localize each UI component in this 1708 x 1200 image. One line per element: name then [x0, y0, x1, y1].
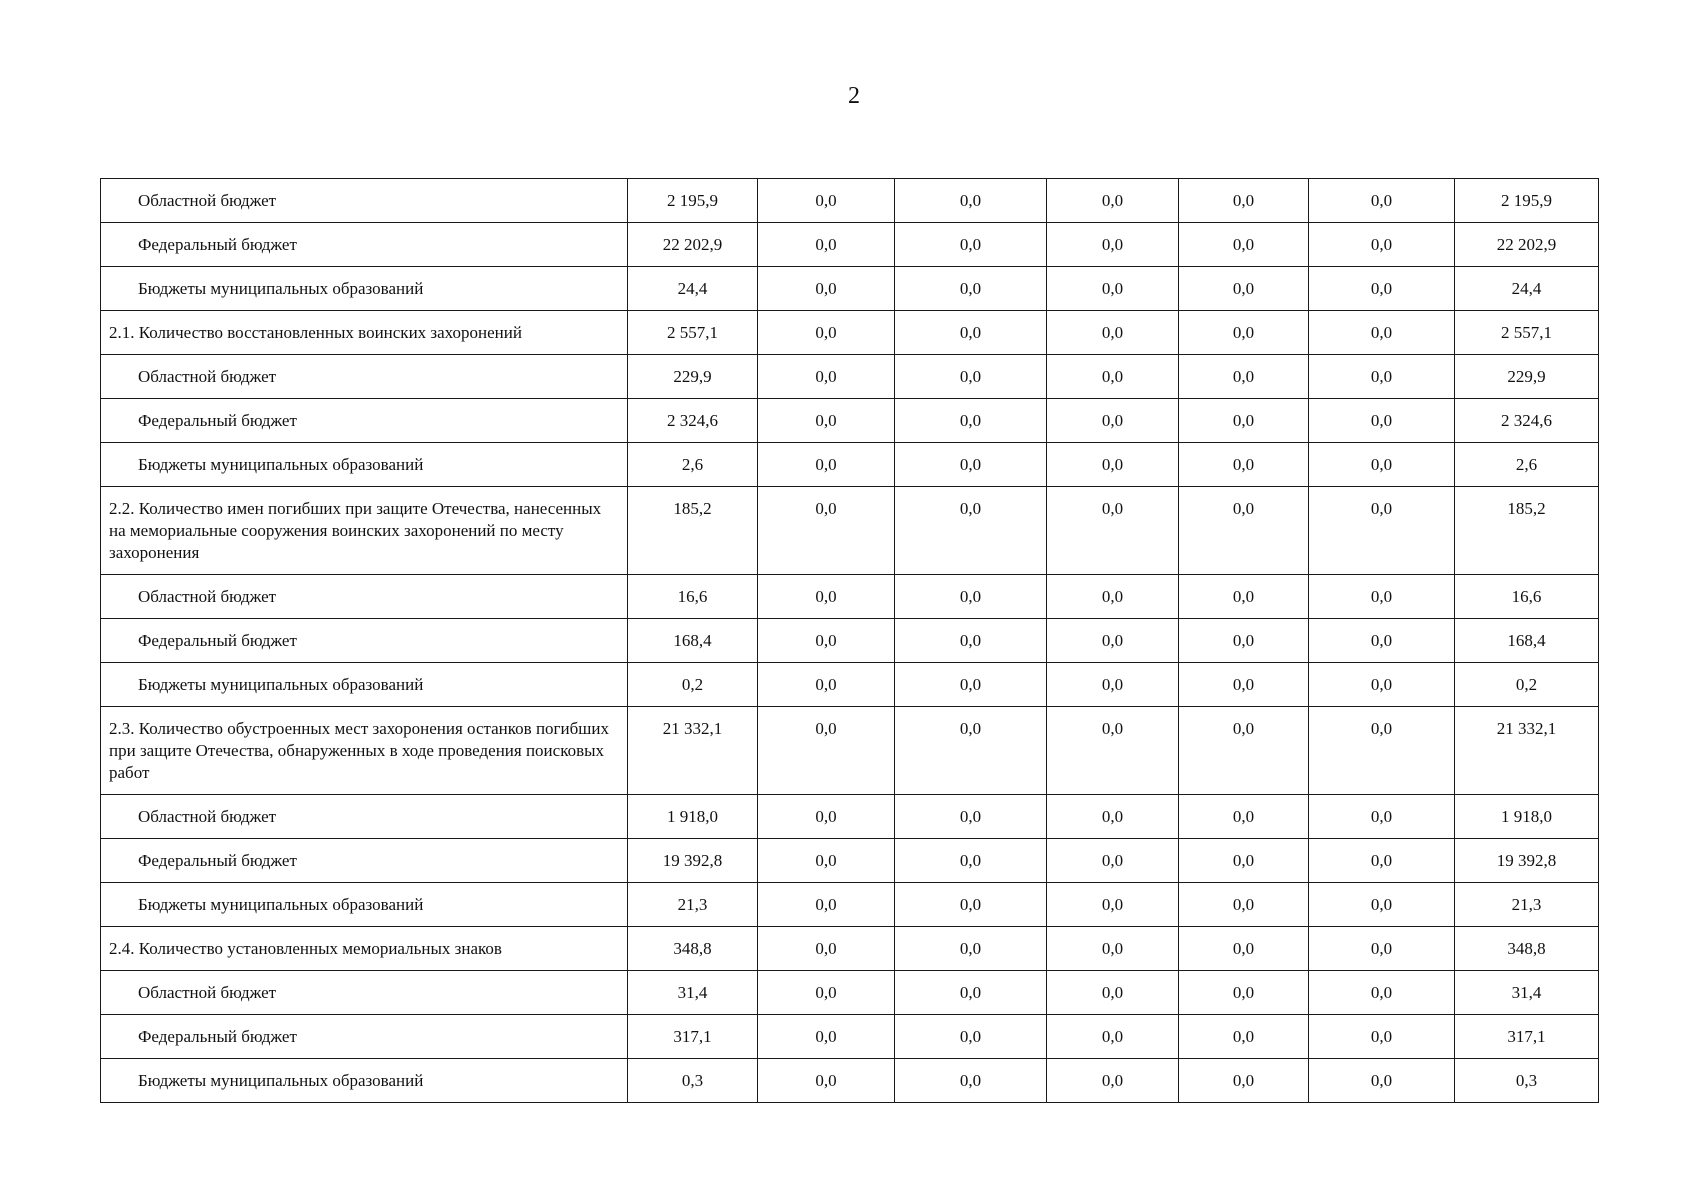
- value-cell: 0,0: [895, 179, 1047, 223]
- value-cell: 0,0: [758, 443, 895, 487]
- budget-source-label: Федеральный бюджет: [101, 839, 628, 883]
- value-cell: 2 195,9: [628, 179, 758, 223]
- value-cell: 31,4: [628, 971, 758, 1015]
- value-cell: 0,0: [895, 399, 1047, 443]
- total-value-cell: 19 392,8: [1455, 839, 1599, 883]
- value-cell: 0,0: [895, 443, 1047, 487]
- value-cell: 0,0: [895, 795, 1047, 839]
- value-cell: 185,2: [628, 487, 758, 575]
- value-cell: 0,0: [1047, 487, 1179, 575]
- value-cell: 0,0: [1047, 839, 1179, 883]
- budget-source-label: Областной бюджет: [101, 179, 628, 223]
- budget-source-label: Федеральный бюджет: [101, 223, 628, 267]
- value-cell: 0,0: [895, 575, 1047, 619]
- table-row: [101, 839, 1599, 883]
- value-cell: 0,0: [895, 355, 1047, 399]
- value-cell: 0,0: [1309, 927, 1455, 971]
- value-cell: 0,0: [758, 575, 895, 619]
- value-cell: 21 332,1: [628, 707, 758, 795]
- value-cell: 0,0: [1047, 1015, 1179, 1059]
- value-cell: 0,0: [758, 179, 895, 223]
- table-row: [101, 707, 1599, 795]
- total-value-cell: 317,1: [1455, 1015, 1599, 1059]
- value-cell: 0,0: [1047, 267, 1179, 311]
- value-cell: 0,0: [1309, 223, 1455, 267]
- total-value-cell: 2 557,1: [1455, 311, 1599, 355]
- value-cell: 0,0: [1309, 795, 1455, 839]
- total-value-cell: 348,8: [1455, 927, 1599, 971]
- total-value-cell: 168,4: [1455, 619, 1599, 663]
- value-cell: 0,0: [1047, 443, 1179, 487]
- value-cell: 0,0: [895, 223, 1047, 267]
- table-row: [101, 399, 1599, 443]
- indicator-label: 2.3. Количество обустроенных мест захоронения останков погибших при защите Отечества, обнаруженных в ходе проведения поисковых работ: [101, 707, 628, 795]
- value-cell: 0,0: [758, 839, 895, 883]
- value-cell: 0,0: [1179, 575, 1309, 619]
- value-cell: 0,0: [895, 707, 1047, 795]
- value-cell: 0,0: [1309, 399, 1455, 443]
- value-cell: 0,0: [1179, 971, 1309, 1015]
- value-cell: 0,0: [758, 311, 895, 355]
- value-cell: 0,0: [895, 487, 1047, 575]
- value-cell: 0,0: [1179, 795, 1309, 839]
- total-value-cell: 0,2: [1455, 663, 1599, 707]
- value-cell: 0,0: [1047, 619, 1179, 663]
- total-value-cell: 21 332,1: [1455, 707, 1599, 795]
- budget-source-label: Областной бюджет: [101, 575, 628, 619]
- table-row: [101, 927, 1599, 971]
- value-cell: 0,0: [1047, 971, 1179, 1015]
- total-value-cell: 16,6: [1455, 575, 1599, 619]
- table-row: [101, 575, 1599, 619]
- value-cell: 0,0: [895, 663, 1047, 707]
- value-cell: 0,0: [1047, 311, 1179, 355]
- value-cell: 0,0: [1047, 355, 1179, 399]
- value-cell: 21,3: [628, 883, 758, 927]
- total-value-cell: 0,3: [1455, 1059, 1599, 1103]
- table-row: [101, 443, 1599, 487]
- value-cell: 0,0: [1179, 839, 1309, 883]
- value-cell: 0,0: [758, 971, 895, 1015]
- value-cell: 0,0: [1309, 1059, 1455, 1103]
- value-cell: 0,0: [1179, 487, 1309, 575]
- budget-source-label: Федеральный бюджет: [101, 1015, 628, 1059]
- value-cell: 0,0: [1309, 883, 1455, 927]
- value-cell: 0,0: [895, 619, 1047, 663]
- table-row: [101, 355, 1599, 399]
- indicator-label: 2.1. Количество восстановленных воинских захоронений: [101, 311, 628, 355]
- value-cell: 0,0: [1047, 179, 1179, 223]
- value-cell: 16,6: [628, 575, 758, 619]
- value-cell: 22 202,9: [628, 223, 758, 267]
- value-cell: 0,0: [1179, 663, 1309, 707]
- value-cell: 0,0: [1047, 399, 1179, 443]
- page-number: 2: [848, 83, 860, 109]
- value-cell: 0,0: [1179, 355, 1309, 399]
- value-cell: 0,0: [1309, 839, 1455, 883]
- total-value-cell: 24,4: [1455, 267, 1599, 311]
- table-body: [101, 179, 1599, 1103]
- value-cell: 0,0: [1179, 707, 1309, 795]
- value-cell: 0,0: [895, 883, 1047, 927]
- value-cell: 0,0: [1179, 311, 1309, 355]
- table-row: [101, 619, 1599, 663]
- budget-source-label: Бюджеты муниципальных образований: [101, 663, 628, 707]
- value-cell: 0,0: [758, 927, 895, 971]
- value-cell: 0,0: [1309, 443, 1455, 487]
- value-cell: 168,4: [628, 619, 758, 663]
- value-cell: 0,0: [1047, 663, 1179, 707]
- table-row: [101, 223, 1599, 267]
- table-row: [101, 179, 1599, 223]
- value-cell: 2 557,1: [628, 311, 758, 355]
- value-cell: 0,0: [758, 795, 895, 839]
- budget-source-label: Бюджеты муниципальных образований: [101, 883, 628, 927]
- value-cell: 0,0: [758, 487, 895, 575]
- table-row: [101, 487, 1599, 575]
- value-cell: 0,0: [1047, 883, 1179, 927]
- value-cell: 0,0: [1309, 619, 1455, 663]
- total-value-cell: 22 202,9: [1455, 223, 1599, 267]
- value-cell: 0,0: [1047, 575, 1179, 619]
- value-cell: 0,0: [1179, 1015, 1309, 1059]
- value-cell: 0,0: [1179, 883, 1309, 927]
- value-cell: 0,0: [758, 883, 895, 927]
- table-row: [101, 663, 1599, 707]
- value-cell: 0,0: [895, 267, 1047, 311]
- budget-source-label: Областной бюджет: [101, 355, 628, 399]
- value-cell: 0,0: [758, 223, 895, 267]
- budget-source-label: Бюджеты муниципальных образований: [101, 443, 628, 487]
- value-cell: 229,9: [628, 355, 758, 399]
- value-cell: 0,0: [1179, 1059, 1309, 1103]
- value-cell: 19 392,8: [628, 839, 758, 883]
- budget-source-label: Областной бюджет: [101, 971, 628, 1015]
- value-cell: 0,0: [1309, 487, 1455, 575]
- table-row: [101, 883, 1599, 927]
- value-cell: 0,0: [1309, 707, 1455, 795]
- total-value-cell: 21,3: [1455, 883, 1599, 927]
- budget-source-label: Бюджеты муниципальных образований: [101, 267, 628, 311]
- value-cell: 0,0: [1179, 267, 1309, 311]
- value-cell: 0,0: [1047, 223, 1179, 267]
- value-cell: 0,0: [758, 1059, 895, 1103]
- value-cell: 0,0: [1309, 1015, 1455, 1059]
- budget-table: [100, 178, 1599, 1103]
- value-cell: 348,8: [628, 927, 758, 971]
- value-cell: 0,0: [1179, 223, 1309, 267]
- value-cell: 0,0: [1047, 707, 1179, 795]
- value-cell: 0,0: [1047, 1059, 1179, 1103]
- value-cell: 0,0: [1309, 311, 1455, 355]
- value-cell: 0,0: [1309, 179, 1455, 223]
- budget-source-label: Федеральный бюджет: [101, 399, 628, 443]
- total-value-cell: 1 918,0: [1455, 795, 1599, 839]
- value-cell: 0,0: [1179, 399, 1309, 443]
- value-cell: 2 324,6: [628, 399, 758, 443]
- value-cell: 0,0: [758, 267, 895, 311]
- value-cell: 24,4: [628, 267, 758, 311]
- value-cell: 0,0: [895, 1059, 1047, 1103]
- total-value-cell: 2 195,9: [1455, 179, 1599, 223]
- value-cell: 0,0: [758, 707, 895, 795]
- value-cell: 1 918,0: [628, 795, 758, 839]
- value-cell: 0,3: [628, 1059, 758, 1103]
- table-row: [101, 971, 1599, 1015]
- value-cell: 0,0: [895, 927, 1047, 971]
- indicator-label: 2.2. Количество имен погибших при защите Отечества, нанесенных на мемориальные сооружения воинских захоронений по месту захоронения: [101, 487, 628, 575]
- value-cell: 0,0: [1309, 267, 1455, 311]
- table-row: [101, 1059, 1599, 1103]
- value-cell: 0,0: [895, 1015, 1047, 1059]
- total-value-cell: 185,2: [1455, 487, 1599, 575]
- table-row: [101, 267, 1599, 311]
- value-cell: 0,0: [1179, 179, 1309, 223]
- value-cell: 0,0: [1179, 927, 1309, 971]
- table-row: [101, 311, 1599, 355]
- value-cell: 0,0: [1047, 927, 1179, 971]
- total-value-cell: 229,9: [1455, 355, 1599, 399]
- budget-source-label: Бюджеты муниципальных образований: [101, 1059, 628, 1103]
- table-row: [101, 795, 1599, 839]
- indicator-label: 2.4. Количество установленных мемориальных знаков: [101, 927, 628, 971]
- value-cell: 0,0: [758, 663, 895, 707]
- value-cell: 2,6: [628, 443, 758, 487]
- value-cell: 0,0: [895, 311, 1047, 355]
- value-cell: 0,0: [758, 1015, 895, 1059]
- total-value-cell: 31,4: [1455, 971, 1599, 1015]
- value-cell: 317,1: [628, 1015, 758, 1059]
- value-cell: 0,0: [1309, 575, 1455, 619]
- value-cell: 0,0: [1047, 795, 1179, 839]
- value-cell: 0,0: [1309, 971, 1455, 1015]
- value-cell: 0,2: [628, 663, 758, 707]
- total-value-cell: 2,6: [1455, 443, 1599, 487]
- value-cell: 0,0: [758, 355, 895, 399]
- total-value-cell: 2 324,6: [1455, 399, 1599, 443]
- budget-source-label: Федеральный бюджет: [101, 619, 628, 663]
- budget-source-label: Областной бюджет: [101, 795, 628, 839]
- value-cell: 0,0: [758, 619, 895, 663]
- value-cell: 0,0: [895, 971, 1047, 1015]
- value-cell: 0,0: [1179, 619, 1309, 663]
- value-cell: 0,0: [1309, 663, 1455, 707]
- value-cell: 0,0: [1309, 355, 1455, 399]
- value-cell: 0,0: [895, 839, 1047, 883]
- value-cell: 0,0: [758, 399, 895, 443]
- value-cell: 0,0: [1179, 443, 1309, 487]
- table-row: [101, 1015, 1599, 1059]
